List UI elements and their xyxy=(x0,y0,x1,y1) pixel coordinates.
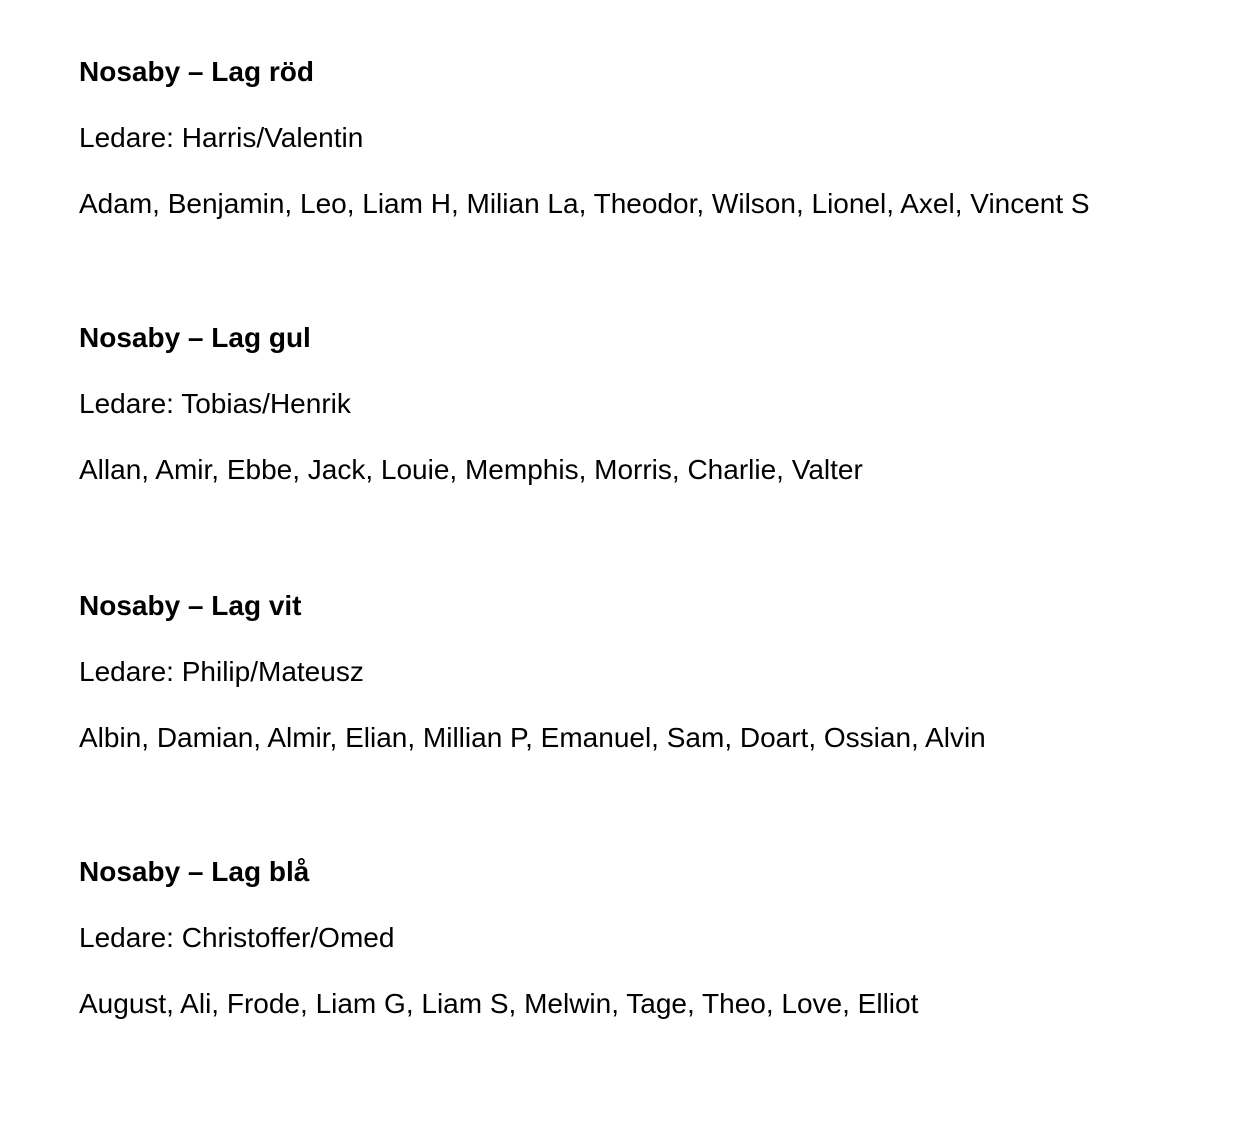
team-heading: Nosaby – Lag blå xyxy=(79,856,310,887)
team-players: Allan, Amir, Ebbe, Jack, Louie, Memphis, Morris, Charlie, Valter xyxy=(79,454,863,485)
team-heading: Nosaby – Lag gul xyxy=(79,322,311,353)
team-heading: Nosaby – Lag röd xyxy=(79,56,314,87)
team-leaders: Ledare: Tobias/Henrik xyxy=(79,388,351,419)
team-heading: Nosaby – Lag vit xyxy=(79,590,302,621)
team-players: August, Ali, Frode, Liam G, Liam S, Melwin, Tage, Theo, Love, Elliot xyxy=(79,988,919,1019)
team-leaders: Ledare: Christoffer/Omed xyxy=(79,922,395,953)
team-players: Albin, Damian, Almir, Elian, Millian P, Emanuel, Sam, Doart, Ossian, Alvin xyxy=(79,722,986,753)
team-leaders: Ledare: Harris/Valentin xyxy=(79,122,364,153)
team-leaders: Ledare: Philip/Mateusz xyxy=(79,656,364,687)
team-players: Adam, Benjamin, Leo, Liam H, Milian La, Theodor, Wilson, Lionel, Axel, Vincent S xyxy=(79,188,1090,219)
